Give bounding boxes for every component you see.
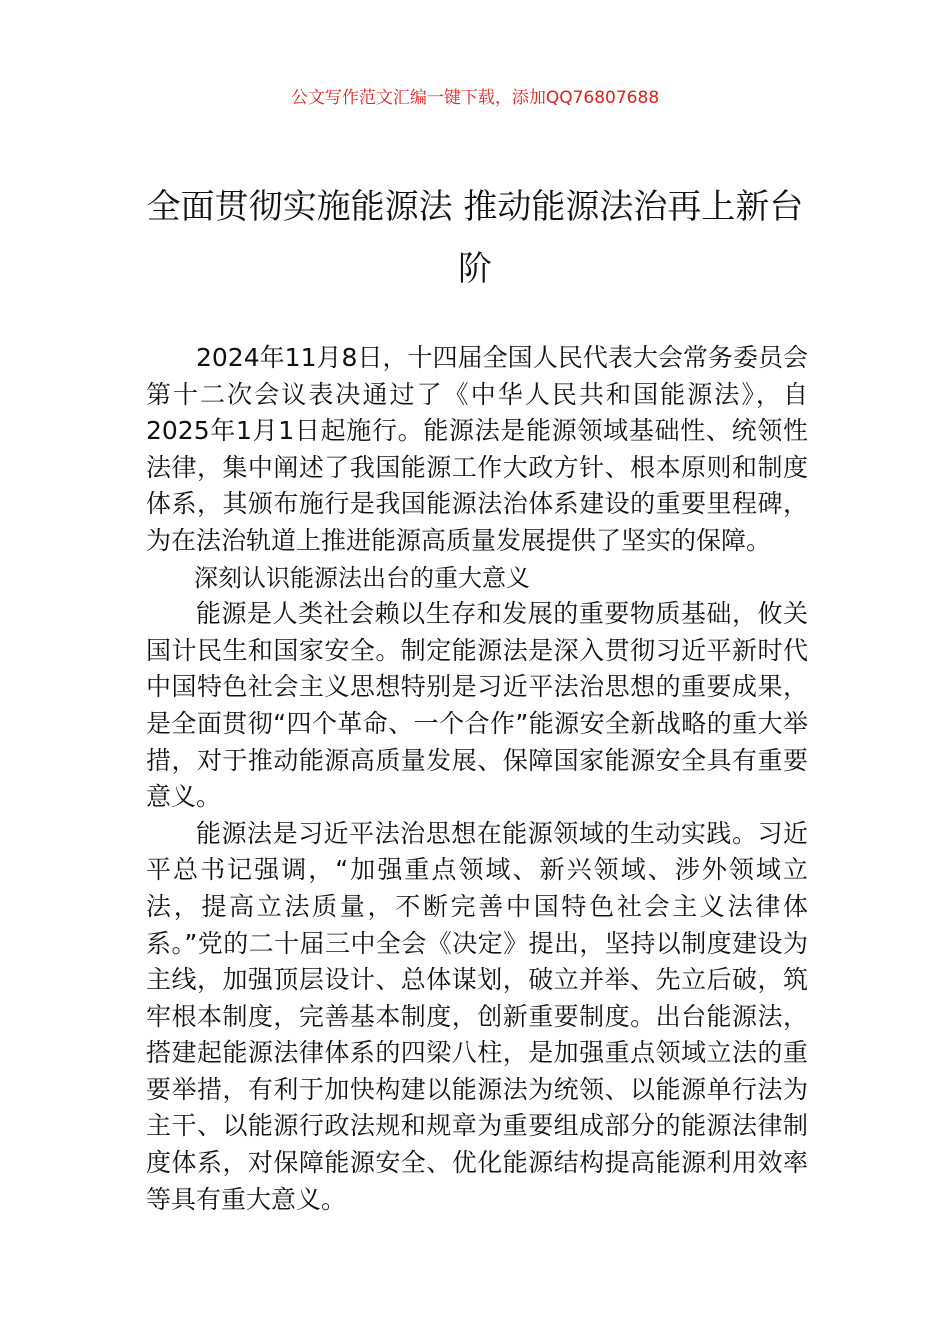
paragraph-intro: 2024年11月8日，十四届全国人民代表大会常务委员会第十二次会议表决通过了《中华人民共和国能源法》，自2025年1月1日起施行。能源法是能源领域基础性、统领性法律，集中阐述了我国能源工作大政方针、根本原则和制度体系，其颁布施行是我国能源法治体系建设的重要里程碑，为在法治轨道上推进能源高质量发展提供了坚实的保障。	[146, 343, 808, 555]
paragraph-significance: 能源是人类社会赖以生存和发展的重要物质基础，攸关国计民生和国家安全。制定能源法是深入贯彻习近平新时代中国特色社会主义思想特别是习近平法治思想的重要成果，是全面贯彻“四个革命、一个合作”能源安全新战略的重大举措，对于推动能源高质量发展、保障国家能源安全具有重要意义。	[146, 599, 808, 812]
document-body	[146, 340, 808, 1218]
document-title: 全面贯彻实施能源法 推动能源法治再上新台阶	[146, 187, 804, 289]
section-heading: 深刻认识能源法出台的重大意义	[194, 563, 530, 592]
paragraph-practice: 能源法是习近平法治思想在能源领域的生动实践。习近平总书记强调，“加强重点领域、新兴领域、涉外领域立法，提高立法质量，不断完善中国特色社会主义法律体系。”党的二十届三中全会《决定》提出，坚持以制度建设为主线，加强顶层设计、总体谋划，破立并举、先立后破，筑牢根本制度，完善基本制度，创新重要制度。出台能源法，搭建起能源法律体系的四梁八柱，是加强重点领域立法的重要举措，有利于加快构建以能源法为统领、以能源单行法为主干、以能源行政法规和规章为重要组成部分的能源法律制度体系，对保障能源安全、优化能源结构提高能源利用效率等具有重大意义。	[146, 818, 808, 1214]
promo-banner: 公文写作范文汇编一键下载，添加QQ76807688	[290, 88, 660, 108]
